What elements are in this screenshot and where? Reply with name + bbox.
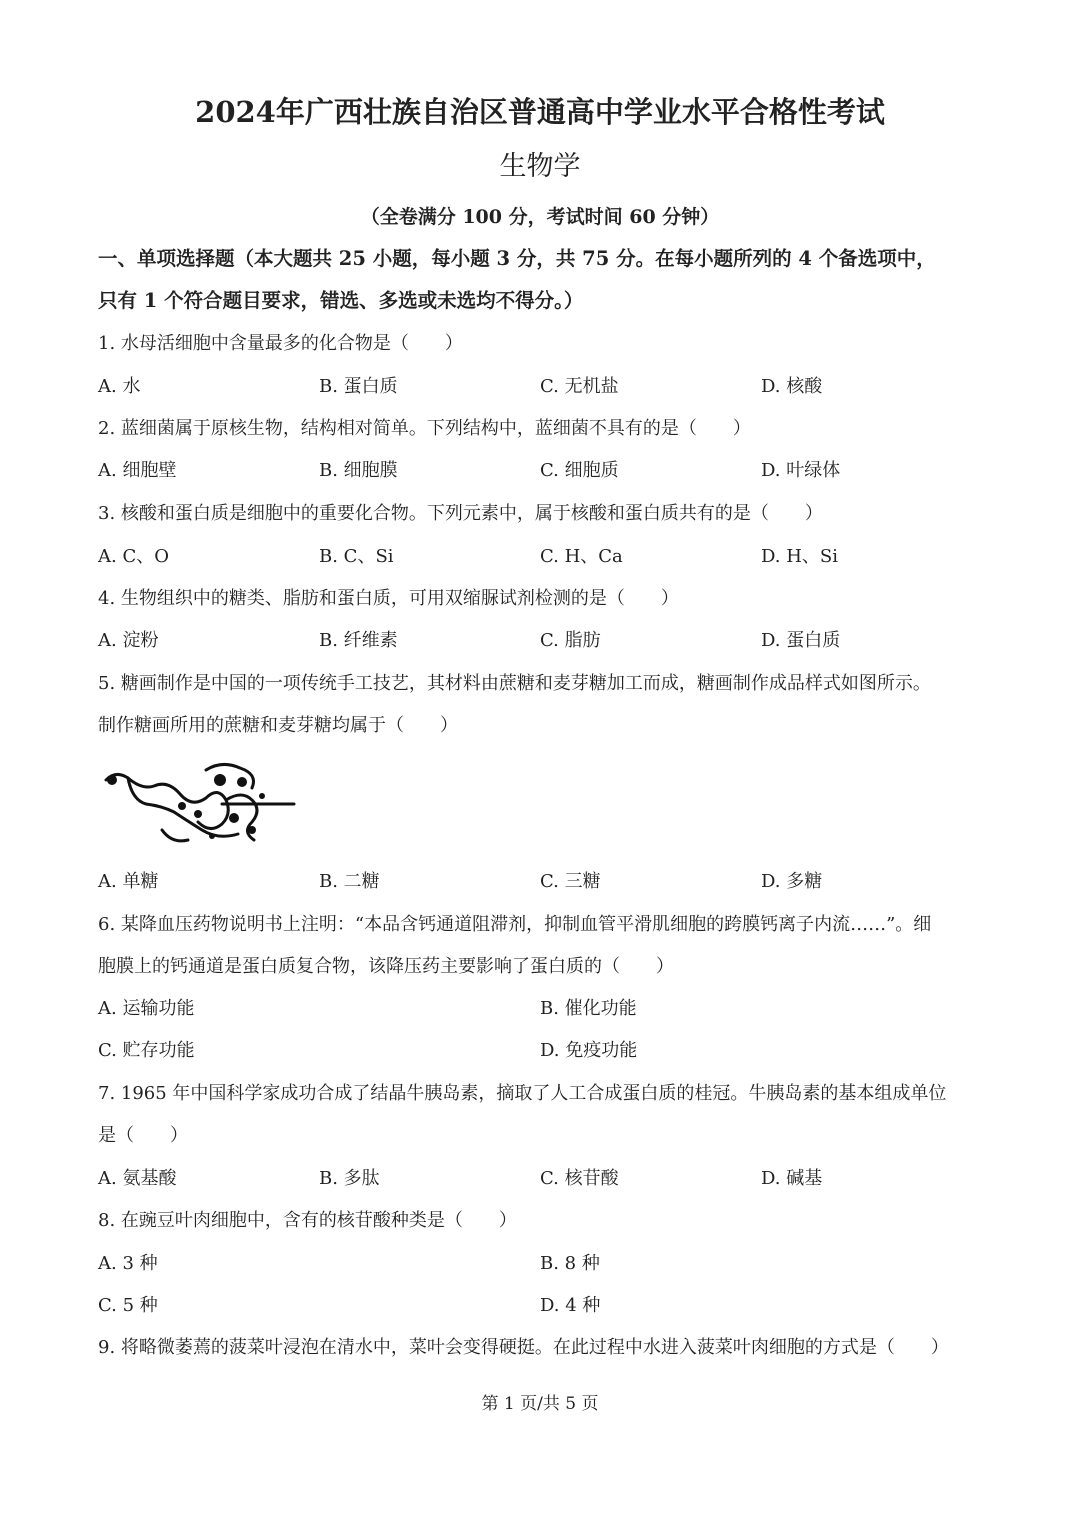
option-c: C. 三糖 (540, 871, 601, 892)
option-d: D. 蛋白质 (761, 630, 841, 651)
question-6: 6. 某降血压药物说明书上注明：“本品含钙通道阻滞剂，抑制血管平滑肌细胞的跨膜钙离子内流……”。细 (98, 914, 932, 935)
option-c: C. 细胞质 (540, 460, 619, 481)
option-a: A. 淀粉 (98, 630, 159, 651)
option-a: A. 水 (98, 376, 141, 397)
question-5-cont: 制作糖画所用的蔗糖和麦芽糖均属于（ ） (98, 715, 458, 736)
option-b: B. 二糖 (319, 871, 380, 892)
option-b: B. 催化功能 (540, 998, 637, 1019)
option-b: B. 蛋白质 (319, 376, 398, 397)
question-2: 2. 蓝细菌属于原核生物，结构相对简单。下列结构中，蓝细菌不具有的是（ ） (98, 418, 751, 439)
option-c: C. 5 种 (98, 1295, 158, 1316)
question-1: 1. 水母活细胞中含量最多的化合物是（ ） (98, 333, 463, 354)
option-b: B. C、Si (319, 546, 394, 567)
option-c: C. 贮存功能 (98, 1040, 195, 1061)
option-d: D. 4 种 (540, 1295, 601, 1316)
option-a: A. C、O (98, 546, 169, 567)
question-4: 4. 生物组织中的糖类、脂肪和蛋白质，可用双缩脲试剂检测的是（ ） (98, 588, 679, 609)
option-d: D. 碱基 (761, 1168, 823, 1189)
option-d: D. 核酸 (761, 376, 823, 397)
option-c: C. H、Ca (540, 546, 623, 567)
option-d: D. H、Si (761, 546, 839, 567)
option-b: B. 多肽 (319, 1168, 380, 1189)
option-b: B. 8 种 (540, 1253, 600, 1274)
page-title: 2024年广西壮族自治区普通高中学业水平合格性考试 (195, 95, 885, 129)
option-b: B. 细胞膜 (319, 460, 398, 481)
option-a: A. 单糖 (98, 871, 159, 892)
question-5: 5. 糖画制作是中国的一项传统手工技艺，其材料由蔗糖和麦芽糖加工而成，糖画制作成品样式如图所示。 (98, 673, 931, 694)
section-heading-cont: 只有 1 个符合题目要求，错选、多选或未选均不得分。） (98, 289, 584, 312)
section-heading: 一、单项选择题（本大题共 25 小题，每小题 3 分，共 75 分。在每小题所列的 4 个备选项中， (98, 247, 936, 270)
option-a: A. 运输功能 (98, 998, 195, 1019)
option-d: D. 叶绿体 (761, 460, 841, 481)
option-a: A. 细胞壁 (98, 460, 177, 481)
question-6-cont: 胞膜上的钙通道是蛋白质复合物，该降压药主要影响了蛋白质的（ ） (98, 956, 674, 977)
option-a: A. 氨基酸 (98, 1168, 177, 1189)
option-c: C. 无机盐 (540, 376, 619, 397)
question-8: 8. 在豌豆叶肉细胞中，含有的核苷酸种类是（ ） (98, 1210, 517, 1231)
question-7-cont: 是（ ） (98, 1125, 188, 1146)
page-footer: 第 1 页/共 5 页 (481, 1394, 599, 1414)
option-c: C. 脂肪 (540, 630, 601, 651)
question-7: 7. 1965 年中国科学家成功合成了结晶牛胰岛素，摘取了人工合成蛋白质的桂冠。牛胰岛素的基本组成单位 (98, 1083, 947, 1104)
sugar-dragon-image (102, 760, 298, 850)
exam-note: （全卷满分 100 分，考试时间 60 分钟） (360, 206, 720, 228)
question-9: 9. 将略微萎蔫的菠菜叶浸泡在清水中，菜叶会变得硬挺。在此过程中水进入菠菜叶肉细胞的方式是（ ） (98, 1337, 949, 1358)
option-d: D. 免疫功能 (540, 1040, 638, 1061)
option-c: C. 核苷酸 (540, 1168, 619, 1189)
subject-title: 生物学 (499, 151, 581, 182)
option-d: D. 多糖 (761, 871, 823, 892)
option-b: B. 纤维素 (319, 630, 398, 651)
option-a: A. 3 种 (98, 1253, 158, 1274)
question-3: 3. 核酸和蛋白质是细胞中的重要化合物。下列元素中，属于核酸和蛋白质共有的是（ ） (98, 503, 823, 524)
